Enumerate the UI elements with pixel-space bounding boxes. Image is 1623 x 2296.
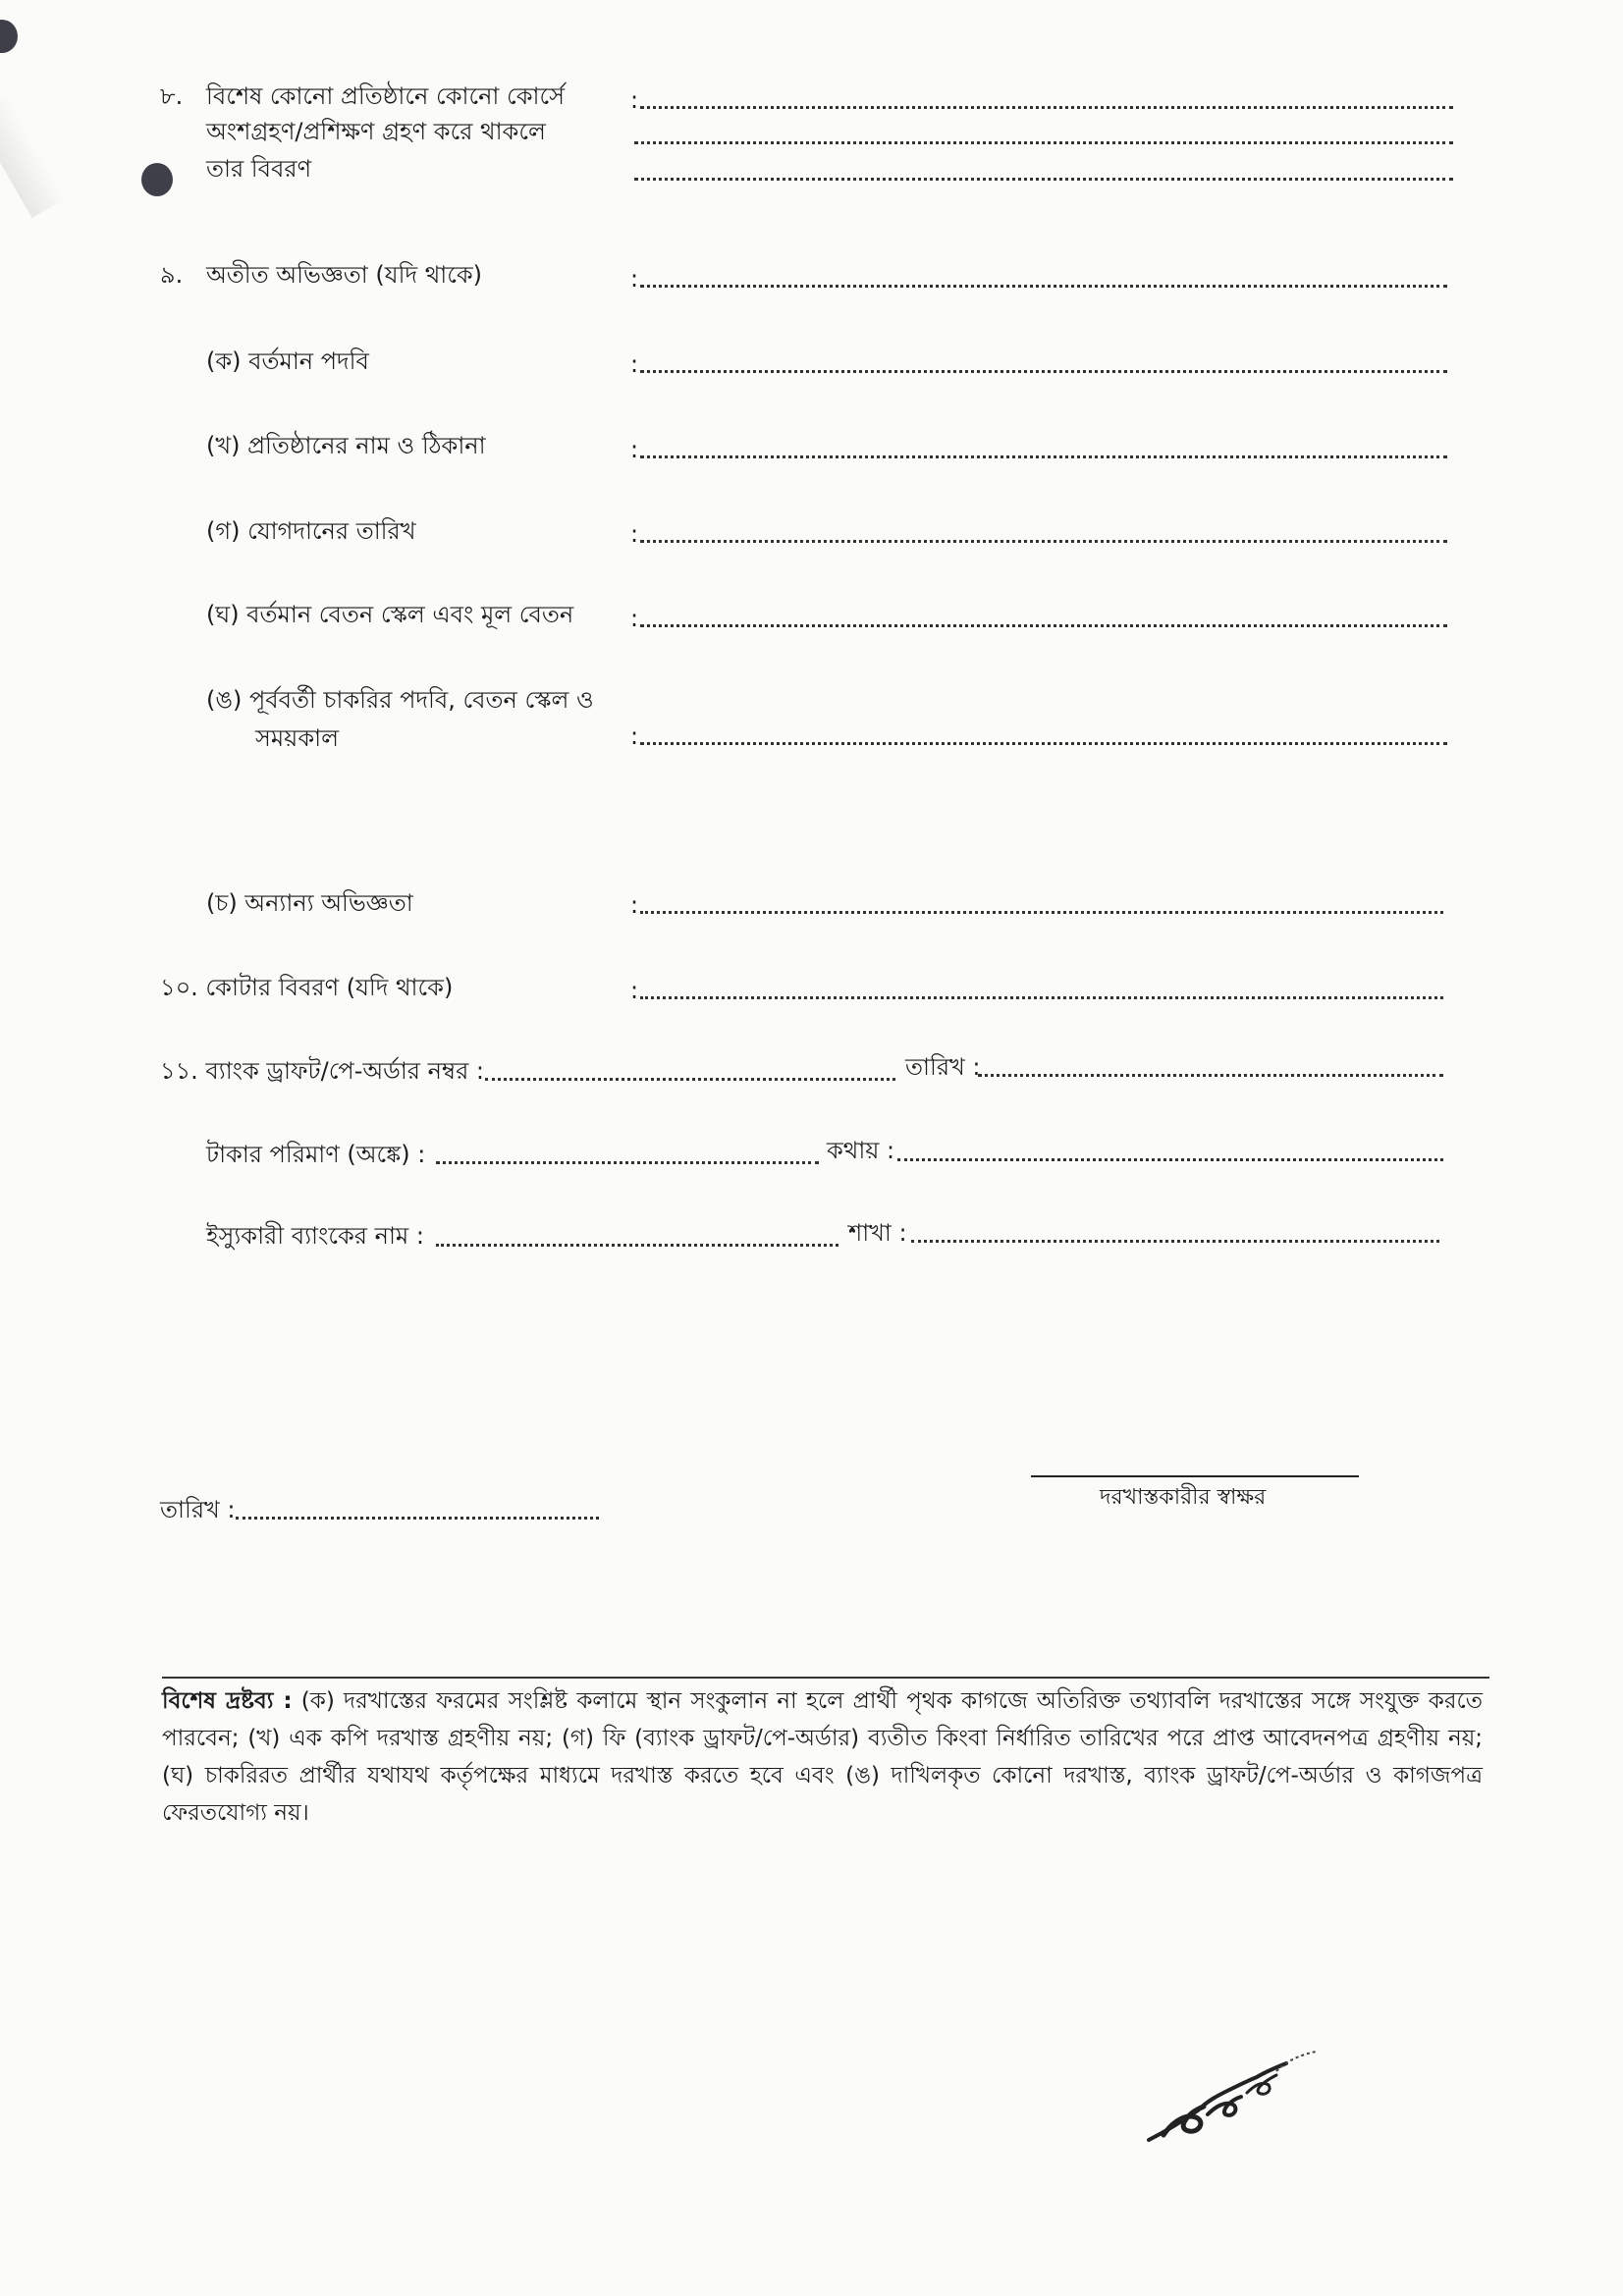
item9-field[interactable] <box>640 285 1447 288</box>
item8-field-line3[interactable] <box>634 178 1453 181</box>
item9-cha-colon: : <box>630 891 639 919</box>
in-words-label: কথায় : <box>827 1137 895 1164</box>
note-separator <box>162 1677 1489 1679</box>
signature-label: দরখাস্তকারীর স্বাক্ষর <box>1100 1485 1267 1510</box>
amount-label: টাকার পরিমাণ (অঙ্কে) : <box>206 1141 426 1168</box>
pay-scale-field[interactable] <box>640 624 1447 627</box>
item9-uma-label-line2: সময়কাল <box>255 724 339 752</box>
item9-colon: : <box>630 265 639 293</box>
bank-name-label: ইস্যুকারী ব্যাংকের নাম : <box>206 1222 424 1250</box>
amount-words-field[interactable] <box>897 1158 1443 1161</box>
current-designation-field[interactable] <box>640 370 1447 373</box>
signature-line[interactable] <box>1031 1475 1359 1477</box>
item11-date-label: তারিখ : <box>905 1053 981 1081</box>
item8-label-line1: বিশেষ কোনো প্রতিষ্ঠানে কোনো কোর্সে <box>206 82 565 110</box>
item8-label-line2: অংশগ্রহণ/প্রশিক্ষণ গ্রহণ করে থাকলে <box>206 118 546 145</box>
item9-gha-label: (ঘ) বর্তমান বেতন স্কেল এবং মূল বেতন <box>206 601 574 628</box>
bank-draft-number-field[interactable] <box>485 1078 895 1081</box>
branch-label: শাখা : <box>848 1219 907 1247</box>
item8-colon: : <box>630 86 639 114</box>
item9-uma-label-line1: (ঙ) পূর্ববর্তী চাকরির পদবি, বেতন স্কেল ও <box>206 686 594 714</box>
item9-ka-label: (ক) বর্তমান পদবি <box>206 347 369 375</box>
item9-ga-label: (গ) যোগদানের তারিখ <box>206 517 416 545</box>
item9-cha-label: (চ) অন্যান্য অভিজ্ঞতা <box>206 889 413 917</box>
binder-hole <box>141 163 173 196</box>
special-note <box>162 1682 1483 1832</box>
item9-label: অতীত অভিজ্ঞতা (যদি থাকে) <box>206 261 482 289</box>
organization-name-address-field[interactable] <box>640 455 1447 458</box>
joining-date-field[interactable] <box>640 540 1447 543</box>
note-body: (ক) দরখাস্তের ফরমের সংশ্লিষ্ট কলামে স্থান সংকুলান না হলে প্রার্থী পৃথক কাগজে অতিরিক্ত তথ্যাবলি দরখাস্তের সঙ্গে সংযুক্ত করতে পারবেন; (খ) এক কপি দরখাস্ত গ্রহণীয় নয়; (গ) ফি (ব্যাংক ড্রাফট/পে-অর্ডার) ব্যতীত কিংবা নির্ধারিত তারিখের পরে প্রাপ্ত আবেদনপত্র গ্রহণীয় নয়; (ঘ) চাকরিরত প্রার্থীর যথাযথ কর্তৃপক্ষের মাধ্যমে দরখাস্ত করতে হবে এবং (ঙ) দাখিলকৃত কোনো দরখাস্ত, ব্যাংক ড্রাফট/পে-অর্ডার ও কাগজপত্র ফেরতযোগ্য নয়। <box>162 1688 1484 1826</box>
handwritten-signature <box>1139 2042 1325 2150</box>
footer-date-label: তারিখ : <box>160 1496 236 1523</box>
item10-colon: : <box>630 977 639 1004</box>
item8-number: ৮. <box>160 82 184 110</box>
item9-ga-colon: : <box>630 520 639 548</box>
item9-kha-label: (খ) প্রতিষ্ঠানের নাম ও ঠিকানা <box>206 432 486 459</box>
item9-kha-colon: : <box>630 436 639 463</box>
item9-gha-colon: : <box>630 605 639 632</box>
item8-label-line3: তার বিবরণ <box>206 155 312 183</box>
item11-label: ১১. ব্যাংক ড্রাফট/পে-অর্ডার নম্বর : <box>160 1057 485 1085</box>
quota-details-field[interactable] <box>640 996 1443 999</box>
item9-ka-colon: : <box>630 350 639 378</box>
item9-number: ৯. <box>160 261 184 289</box>
branch-field[interactable] <box>911 1240 1439 1243</box>
binder-hole-top <box>0 20 18 53</box>
footer-date-field[interactable] <box>236 1517 599 1520</box>
bank-name-field[interactable] <box>436 1244 839 1247</box>
previous-job-field[interactable] <box>640 742 1447 745</box>
note-heading: বিশেষ দ্রষ্টব্য : <box>162 1688 293 1714</box>
item10-label: ১০. কোটার বিবরণ (যদি থাকে) <box>160 974 454 1001</box>
scan-shadow <box>0 96 66 218</box>
item9-uma-colon: : <box>630 722 639 750</box>
item8-field-line1[interactable] <box>640 106 1453 109</box>
bank-draft-date-field[interactable] <box>978 1074 1443 1077</box>
item8-field-line2[interactable] <box>634 141 1453 144</box>
amount-figures-field[interactable] <box>436 1161 819 1164</box>
other-experience-field[interactable] <box>640 911 1443 914</box>
